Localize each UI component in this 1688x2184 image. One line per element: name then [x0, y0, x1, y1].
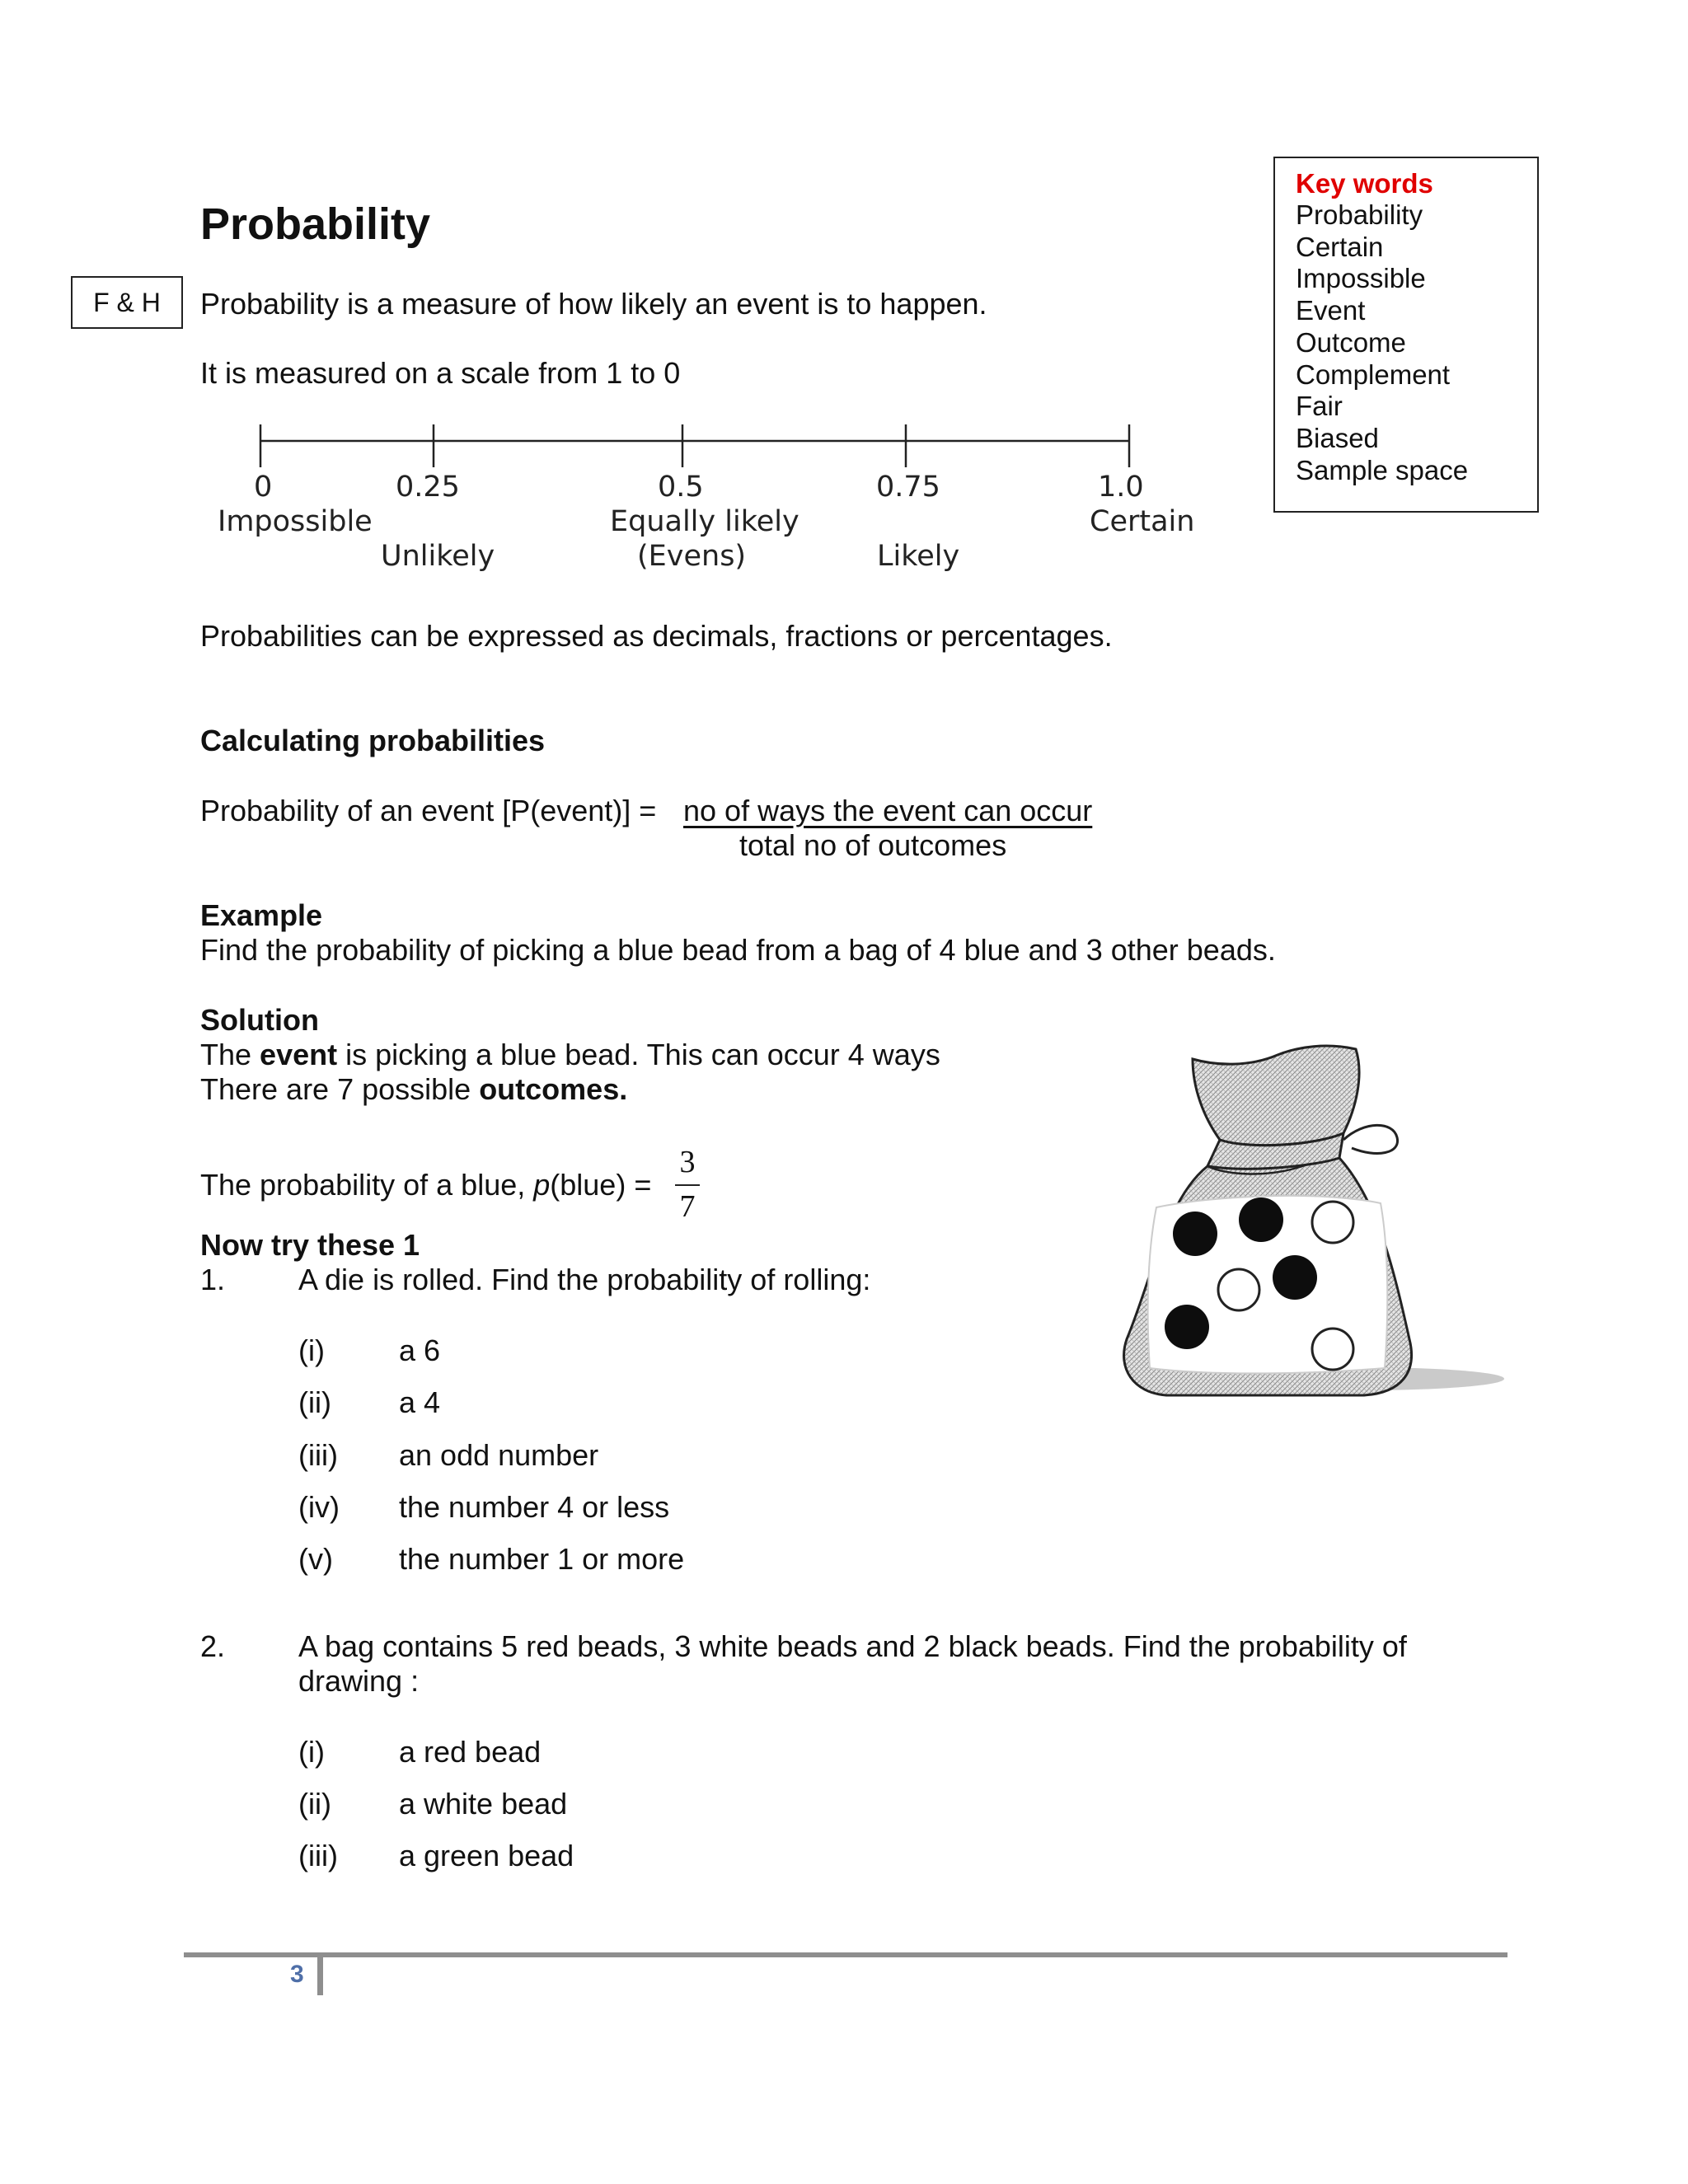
- example-text: Find the probability of picking a blue bead from a bag of 4 blue and 3 other beads.: [200, 933, 1276, 967]
- level-badge: F & H: [71, 276, 183, 329]
- bead-black: [1173, 1212, 1217, 1256]
- key-words-heading: Key words: [1296, 168, 1433, 199]
- formula-numerator: no of ways the event can occur: [683, 794, 1093, 827]
- key-word: Fair: [1296, 391, 1343, 422]
- scale-value: 1.0: [1098, 471, 1144, 504]
- expressed-text: Probabilities can be expressed as decimals, fractions or percentages.: [200, 619, 1113, 653]
- scale-label: Impossible: [218, 505, 373, 538]
- part-text: a 4: [399, 1385, 441, 1419]
- bead-bag-illustration: [1117, 1043, 1529, 1405]
- key-word: Outcome: [1296, 326, 1406, 358]
- fraction-numerator: 3: [679, 1145, 696, 1179]
- part-label: (ii): [298, 1385, 331, 1419]
- key-word: Impossible: [1296, 263, 1426, 294]
- key-word: Sample space: [1296, 454, 1469, 485]
- part-label: (i): [298, 1333, 325, 1367]
- bead-white: [1218, 1269, 1259, 1310]
- bead-black: [1239, 1197, 1283, 1242]
- key-word: Event: [1296, 295, 1366, 326]
- question-text: A bag contains 5 red beads, 3 white beads and 2 black beads. Find the probability of: [298, 1629, 1407, 1663]
- key-word: Probability: [1296, 199, 1423, 230]
- scale-value: 0.75: [876, 471, 940, 504]
- part-label: (iii): [298, 1438, 338, 1472]
- question-text: A die is rolled. Find the probability of rolling:: [298, 1263, 871, 1296]
- part-text: an odd number: [399, 1438, 599, 1472]
- part-label: (v): [298, 1542, 333, 1576]
- bead-white: [1312, 1329, 1353, 1370]
- page-number: 3: [290, 1961, 304, 1988]
- key-word: Biased: [1296, 422, 1379, 453]
- part-label: (iv): [298, 1490, 340, 1524]
- bag-top: [1193, 1046, 1359, 1146]
- footer-rule: [184, 1952, 1507, 1957]
- fraction-denominator: 7: [679, 1189, 696, 1224]
- key-word: Certain: [1296, 231, 1384, 262]
- scale-label: Equally likely: [610, 505, 799, 538]
- solution-line-2: There are 7 possible outcomes.: [200, 1072, 628, 1106]
- part-text: a green bead: [399, 1839, 574, 1872]
- part-text: the number 1 or more: [399, 1542, 685, 1576]
- footer-tick: [317, 1952, 323, 1995]
- scale-intro-text: It is measured on a scale from 1 to 0: [200, 356, 681, 390]
- scale-label: (Evens): [637, 540, 747, 573]
- bead-black: [1273, 1255, 1317, 1300]
- scale-value: 0.5: [658, 471, 704, 504]
- question-text: drawing :: [298, 1664, 420, 1698]
- part-text: a 6: [399, 1333, 441, 1367]
- question-number: 1.: [200, 1263, 226, 1296]
- formula-denominator: total no of outcomes: [739, 828, 1007, 862]
- solution-heading: Solution: [200, 1003, 319, 1037]
- bead-black: [1165, 1305, 1209, 1349]
- bag-tie-loop: [1343, 1125, 1398, 1153]
- key-words-box: [1273, 157, 1539, 513]
- scale-label: Likely: [877, 540, 960, 573]
- key-word: Complement: [1296, 359, 1451, 390]
- try-heading: Now try these 1: [200, 1228, 420, 1262]
- calc-heading: Calculating probabilities: [200, 724, 546, 757]
- scale-value: 0: [254, 471, 273, 504]
- part-label: (iii): [298, 1839, 338, 1872]
- part-text: a red bead: [399, 1735, 542, 1769]
- part-text: a white bead: [399, 1787, 568, 1821]
- formula-left: Probability of an event [P(event)] =: [200, 794, 657, 827]
- page-title: Probability: [200, 199, 431, 249]
- scale-label: Unlikely: [381, 540, 495, 573]
- scale-label: Certain: [1090, 505, 1195, 538]
- definition-text: Probability is a measure of how likely an event is to happen.: [200, 287, 987, 321]
- question-number: 2.: [200, 1629, 226, 1663]
- bead-white: [1312, 1202, 1353, 1243]
- part-label: (i): [298, 1735, 325, 1769]
- scale-value: 0.25: [396, 471, 460, 504]
- probability-result: The probability of a blue, p(blue) =: [200, 1168, 652, 1202]
- probability-scale: [198, 416, 1220, 581]
- solution-line-1: The event is picking a blue bead. This can occur 4 ways: [200, 1038, 940, 1071]
- example-heading: Example: [200, 898, 323, 932]
- part-text: the number 4 or less: [399, 1490, 670, 1524]
- part-label: (ii): [298, 1787, 331, 1821]
- fraction-bar: [675, 1184, 700, 1186]
